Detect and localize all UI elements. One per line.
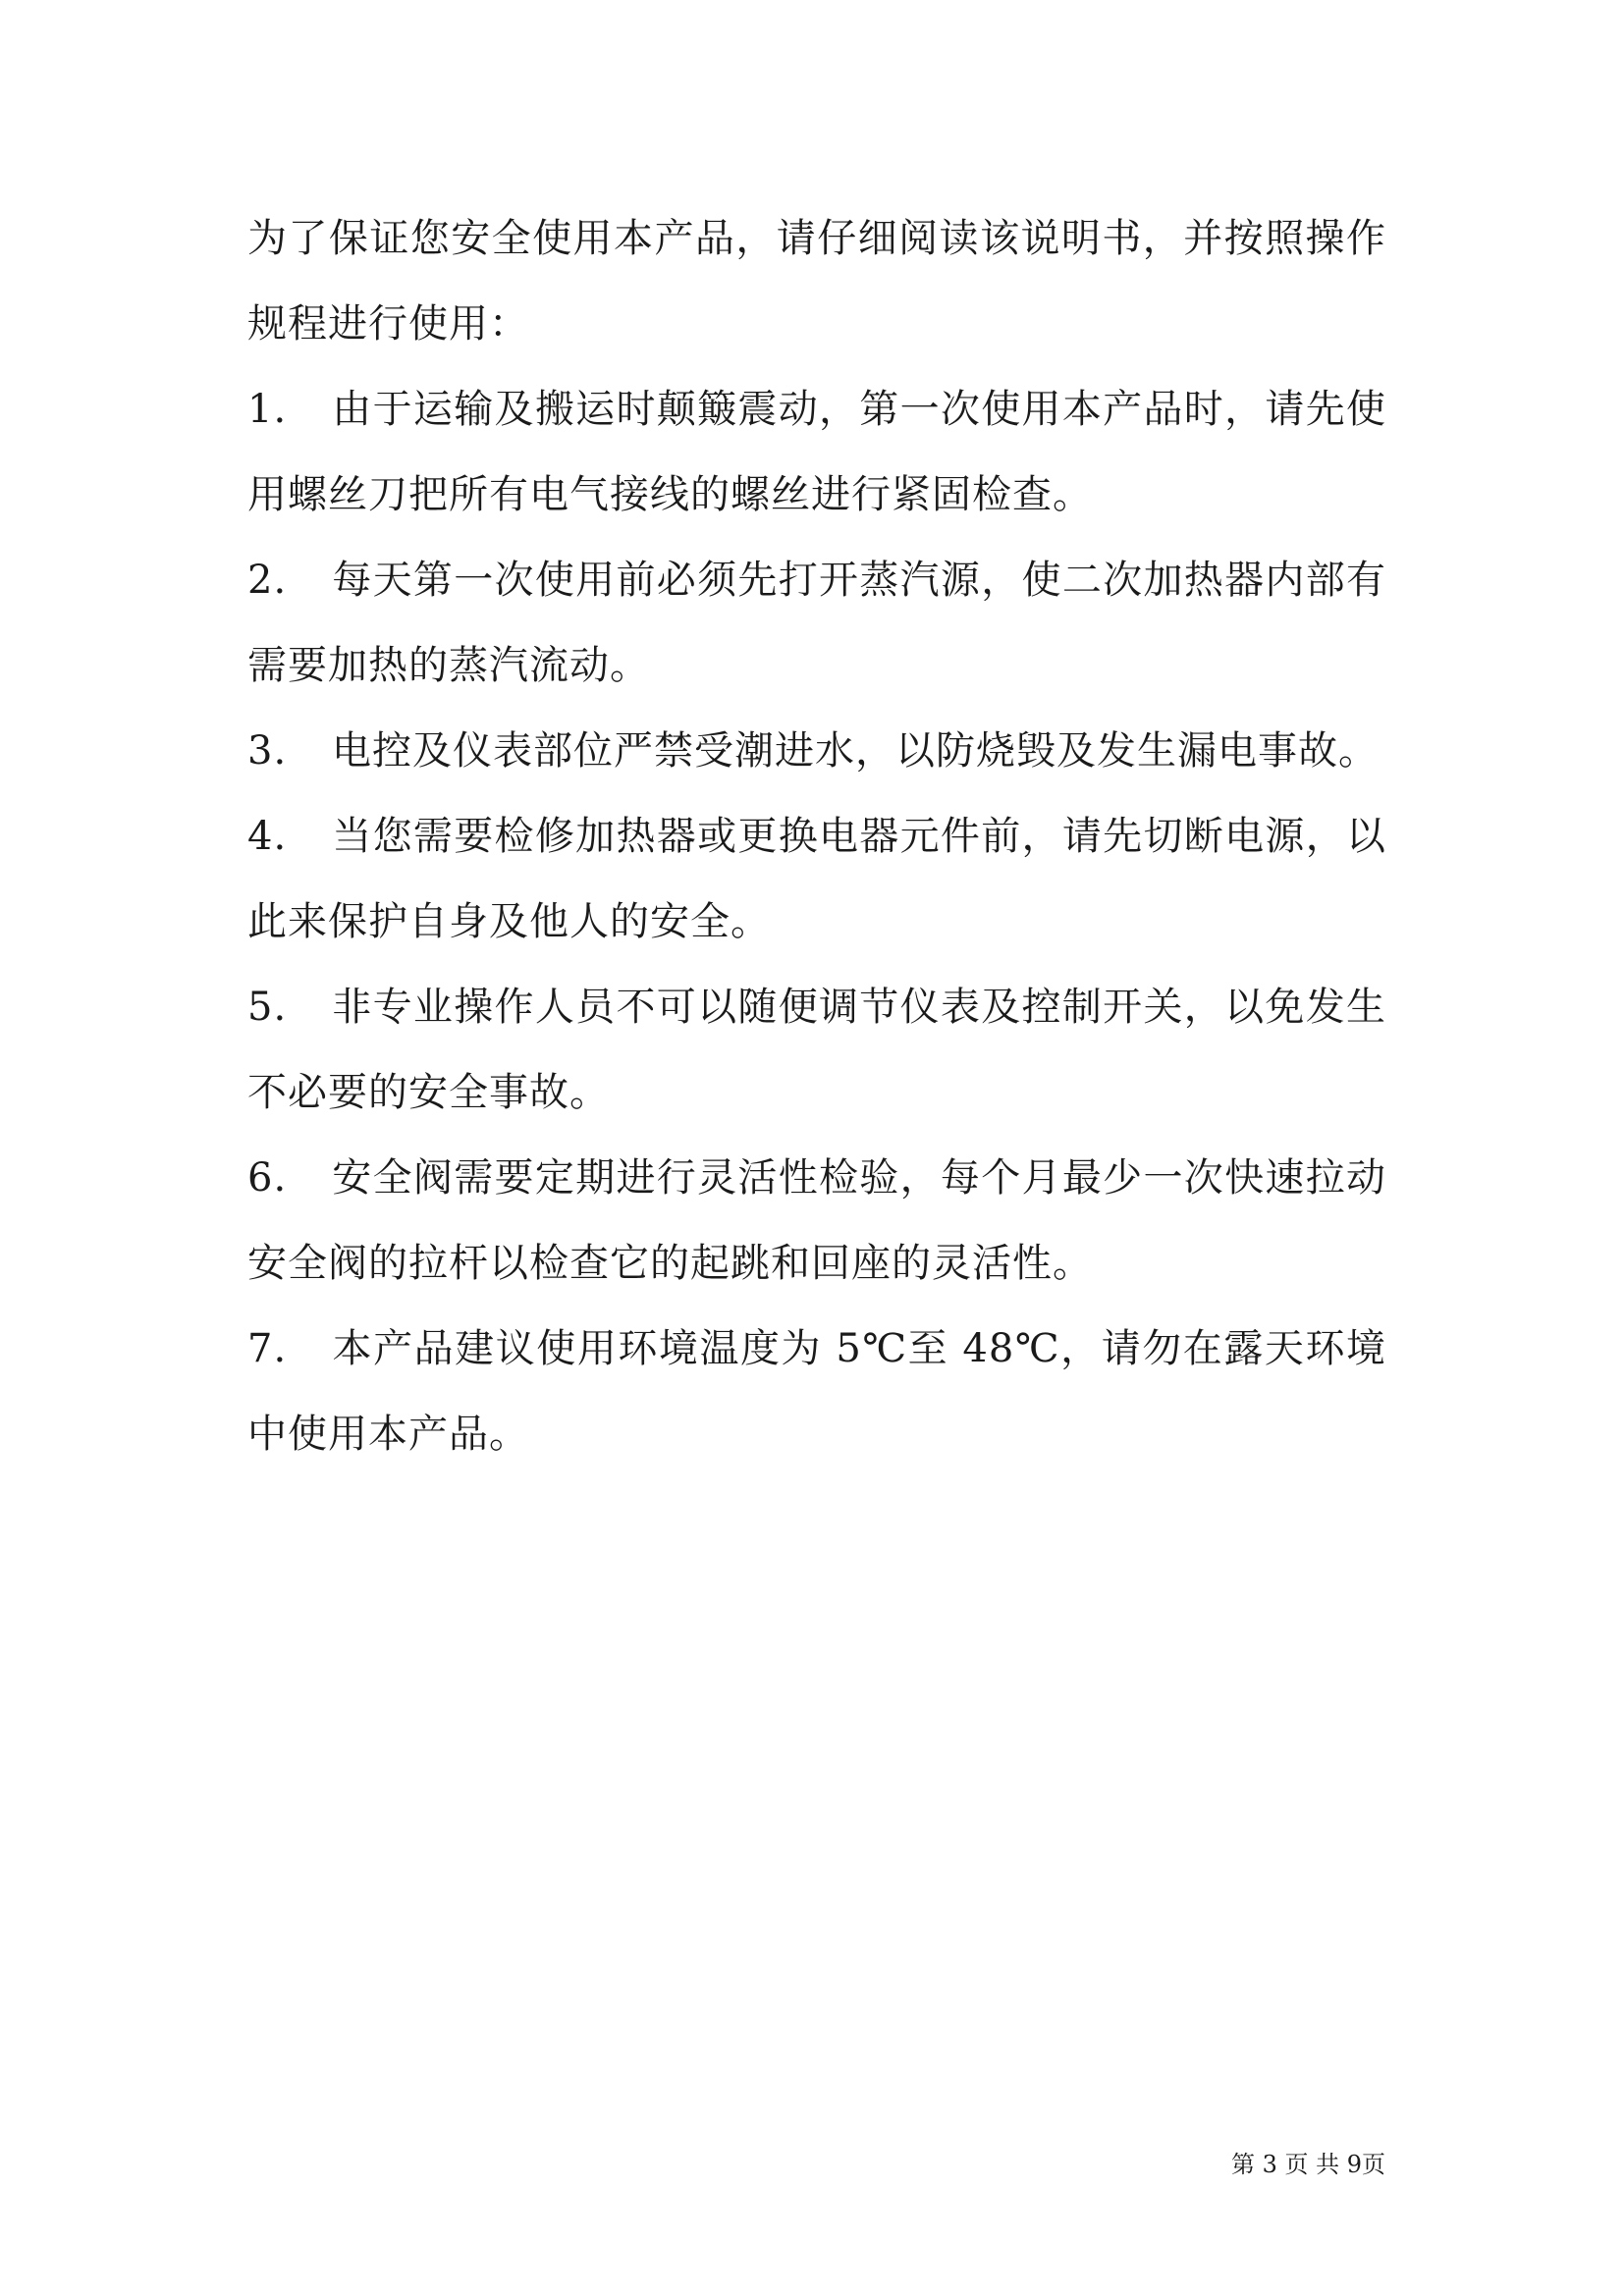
item-number: 1. (247, 387, 288, 432)
item-number: 6. (247, 1155, 288, 1201)
item-text: 由于运输及搬运时颠簸震动，第一次使用本产品时，请先使用螺丝刀把所有电气接线的螺丝进行紧固检查。 (247, 387, 1386, 517)
page-footer: 第 3 页 共 9页 (1230, 2151, 1385, 2178)
item-text: 电控及仪表部位严禁受潮进水，以防烧毁及发生漏电事故。 (332, 728, 1379, 774)
item-number: 2. (247, 558, 288, 603)
list-item (247, 538, 1386, 709)
intro-paragraph: 为了保证您安全使用本产品，请仔细阅读该说明书，并按照操作规程进行使用： (247, 216, 1386, 347)
item-text: 安全阀需要定期进行灵活性检验，每个月最少一次快速拉动安全阀的拉杆以检查它的起跳和回座的灵活性。 (247, 1155, 1386, 1286)
item-number: 7. (247, 1326, 288, 1371)
list-item (247, 1136, 1386, 1307)
item-text: 每天第一次使用前必须先打开蒸汽源，使二次加热器内部有需要加热的蒸汽流动。 (247, 558, 1386, 688)
list-item (247, 367, 1386, 538)
list-item (247, 794, 1386, 965)
item-text: 当您需要检修加热器或更换电器元件前，请先切断电源，以此来保护自身及他人的安全。 (247, 814, 1386, 944)
list-item (247, 1307, 1386, 1477)
list-item (247, 965, 1386, 1136)
item-number: 5. (247, 985, 288, 1030)
item-number: 3. (247, 728, 288, 774)
document-body (247, 196, 1386, 1477)
item-text: 本产品建议使用环境温度为 5℃至 48℃，请勿在露天环境中使用本产品。 (247, 1326, 1386, 1457)
item-text: 非专业操作人员不可以随便调节仪表及控制开关，以免发生不必要的安全事故。 (247, 985, 1386, 1115)
item-number: 4. (247, 814, 288, 859)
list-item (247, 709, 1386, 794)
